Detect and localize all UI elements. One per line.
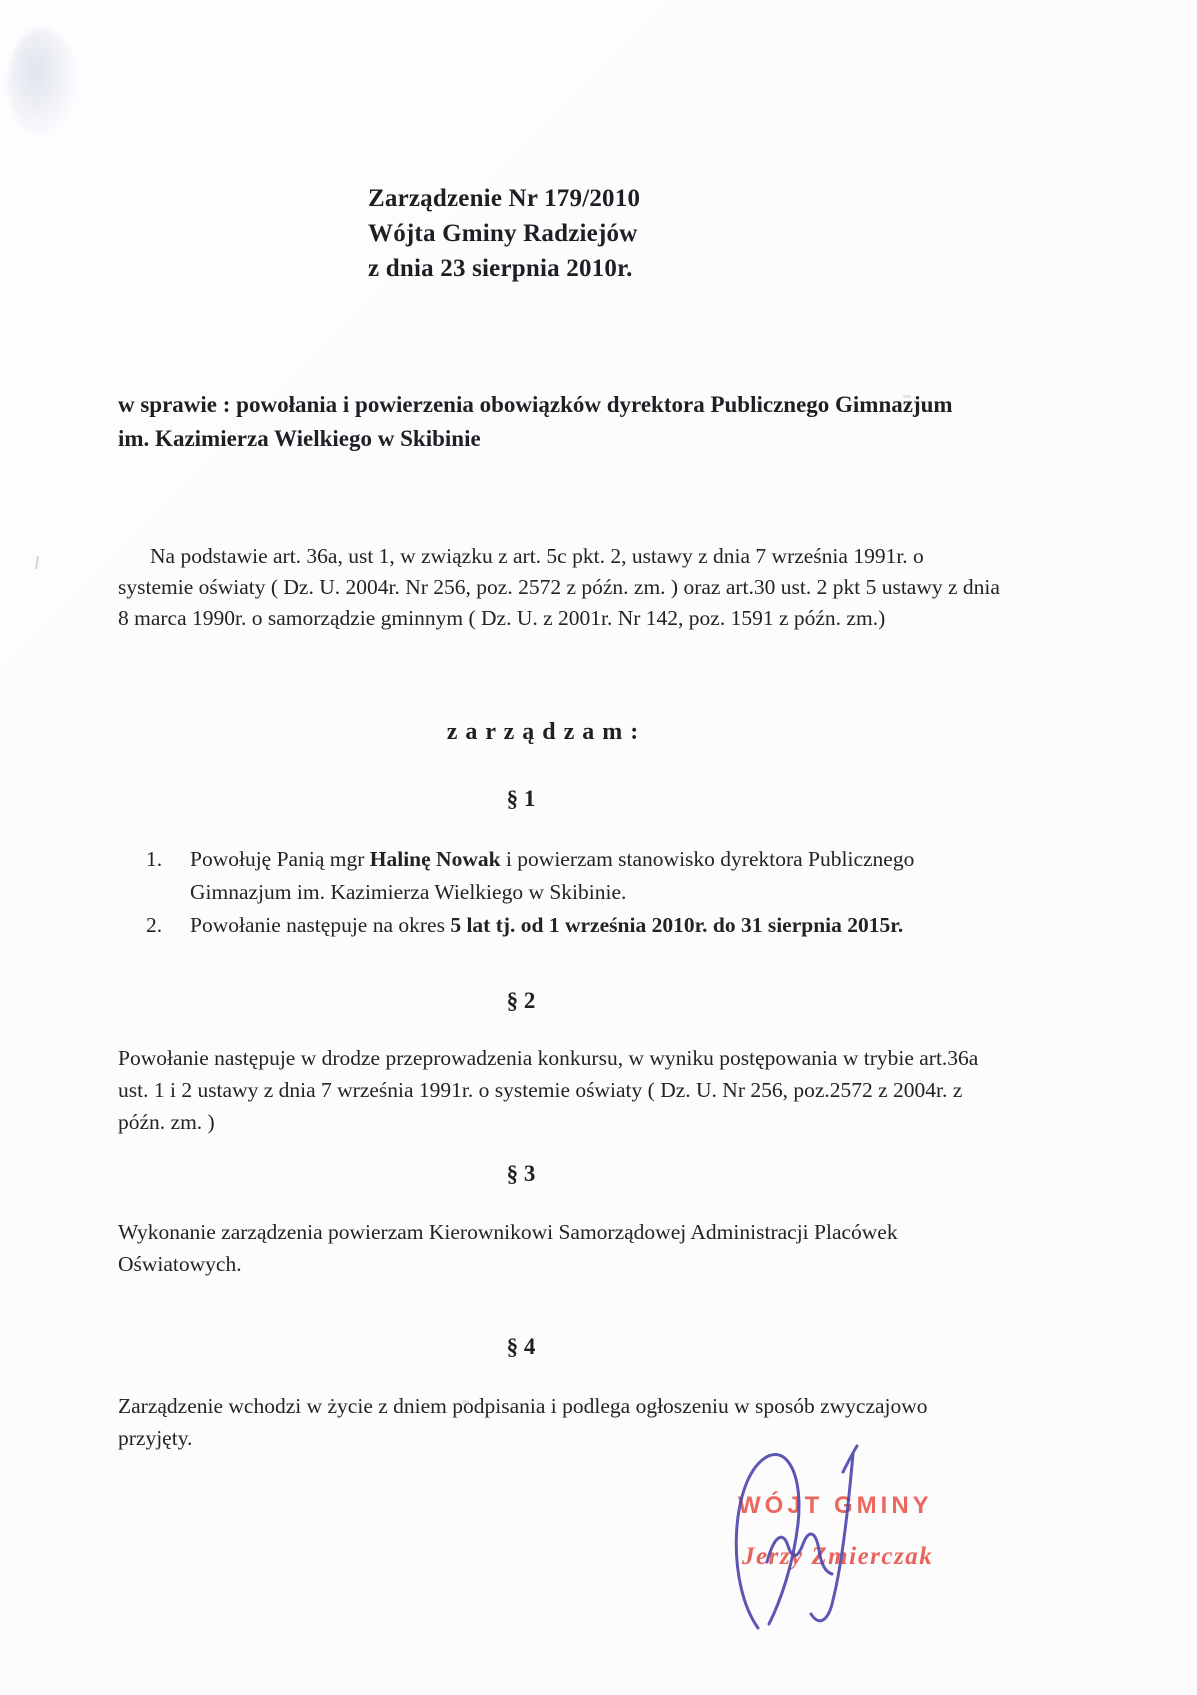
section-3-heading: § 3 bbox=[506, 1161, 536, 1186]
list-item-text-post: i powierzam stanowisko dyrektora Publicznego Gimnazjum im. Kazimierza Wielkiego w Skibinie. bbox=[190, 847, 915, 904]
list-item-text-pre: Powołuję Panią mgr bbox=[190, 847, 370, 871]
list-item-text-bold: Halinę Nowak bbox=[369, 847, 501, 871]
list-item bbox=[146, 843, 1026, 909]
list-item-number: 1. bbox=[146, 847, 163, 871]
section-2-heading: § 2 bbox=[506, 988, 536, 1013]
scan-smudge bbox=[8, 28, 78, 138]
stamp-signer-name: Jerzy Zmierczak bbox=[742, 1543, 934, 1570]
legal-basis-paragraph: Na podstawie art. 36a, ust 1, w związku z art. 5c pkt. 2, ustawy z dnia 7 września 1991r. o systemie oświaty ( Dz. U. 2004r. Nr 256, poz. 2572 z późn. zm. ) oraz art.30 ust. 2 pkt 5 ustawy z dnia 8 marca 1990r. o samorządzie gminnym ( Dz. U. z 2001r. Nr 142, poz. 1591 z późn. zm.) bbox=[118, 544, 1000, 630]
list-item-text bbox=[190, 909, 1002, 942]
stamp-office-title: WÓJT GMINY bbox=[738, 1492, 933, 1519]
title-line-1: Zarządzenie Nr 179/2010 bbox=[368, 185, 641, 212]
list-item-number: 2. bbox=[146, 913, 163, 937]
title-line-2: Wójta Gminy Radziejów bbox=[368, 220, 638, 247]
pen-signature-icon bbox=[712, 1440, 902, 1640]
list-item-text bbox=[190, 843, 1002, 909]
section-2-body: Powołanie następuje w drodze przeprowadzenia konkursu, w wyniku postępowania w trybie art.36a ust. 1 i 2 ustawy z dnia 7 września 1991r. o systemie oświaty ( Dz. U. Nr 256, poz.2572 z 2004r. z późn. zm. ) bbox=[118, 1046, 979, 1134]
list-item bbox=[146, 909, 1026, 942]
list-item-text-pre: Powołanie następuje na okres bbox=[190, 913, 451, 937]
list-item-text-bold: 5 lat tj. od 1 września 2010r. do 31 sierpnia 2015r. bbox=[450, 913, 904, 937]
section-1-list bbox=[146, 843, 1026, 942]
section-1-heading: § 1 bbox=[506, 786, 536, 811]
section-4-heading: § 4 bbox=[506, 1334, 536, 1359]
section-4-body: Zarządzenie wchodzi w życie z dniem podpisania i podlega ogłoszeniu w sposób zwyczajowo przyjęty. bbox=[118, 1394, 928, 1450]
decree-word: z a r z ą d z a m : bbox=[446, 719, 640, 745]
document-subject: w sprawie : powołania i powierzenia obowiązków dyrektora Publicznego Gimnazjum im. Kazimierza Wielkiego w Skibinie bbox=[118, 392, 953, 451]
section-3-body: Wykonanie zarządzenia powierzam Kierownikowi Samorządowej Administracji Placówek Oświatowych. bbox=[118, 1220, 898, 1276]
signature-block bbox=[680, 1430, 1010, 1660]
title-line-3: z dnia 23 sierpnia 2010r. bbox=[368, 255, 633, 282]
document-title bbox=[368, 181, 640, 286]
scan-speck bbox=[35, 556, 39, 569]
